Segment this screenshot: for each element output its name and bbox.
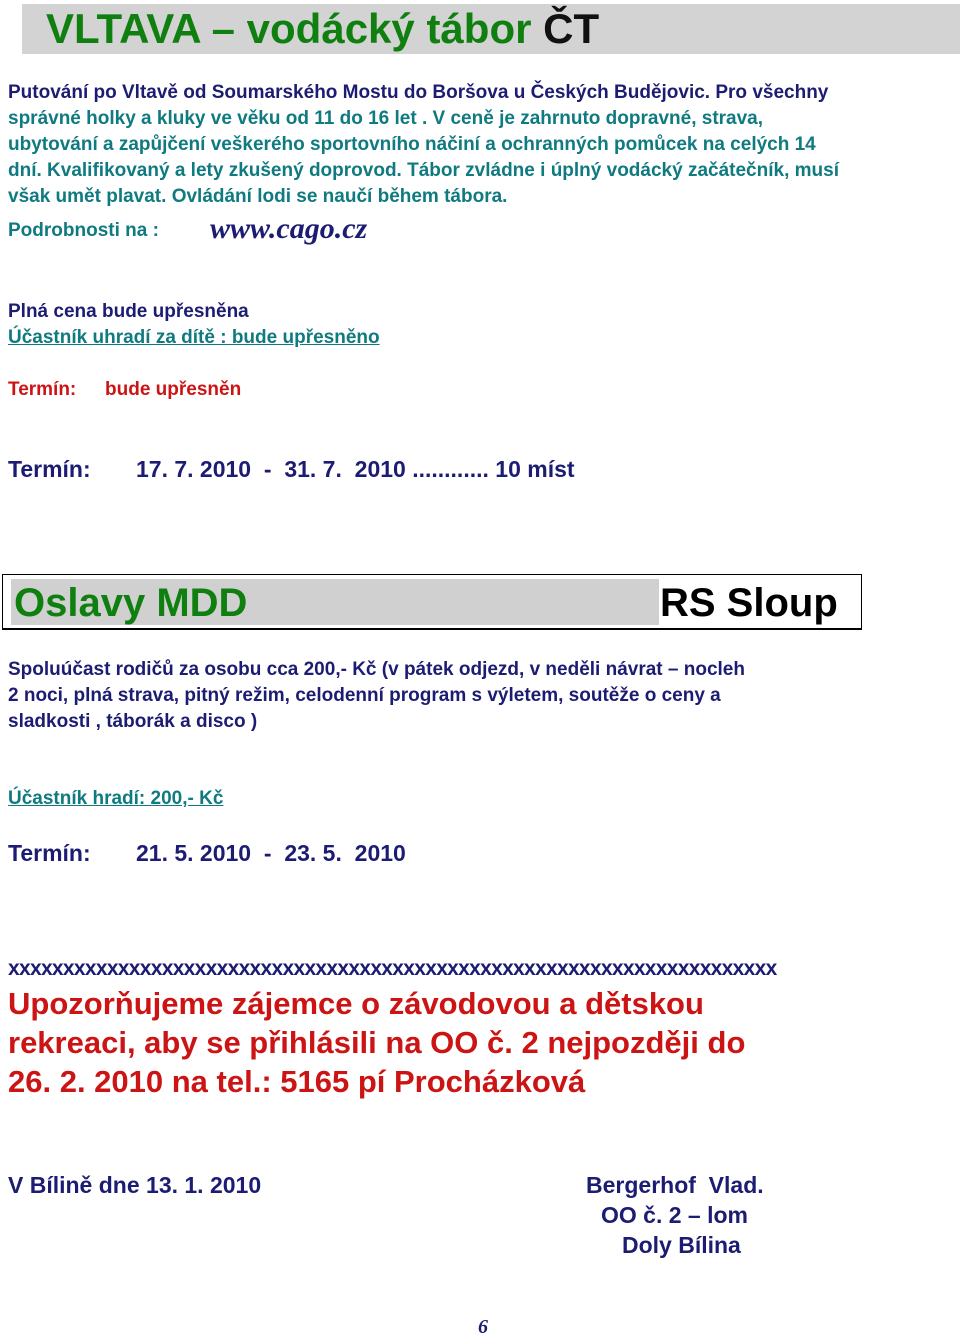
place-date: V Bílině dne 13. 1. 2010 xyxy=(8,1172,262,1198)
vltava-line-1: Putování po Vltavě od Soumarského Mostu do Boršova u Českých Budějovic. Pro všechny xyxy=(8,82,829,103)
vltava-term-label: Termín: xyxy=(8,456,91,482)
term-red-label: Termín: xyxy=(8,379,77,400)
vltava-line-2: správné holky a kluky ve věku od 11 do 16 let . V ceně je zahrnuto dopravné, strava, xyxy=(8,108,764,129)
signature-line-2: OO č. 2 – lom xyxy=(601,1202,748,1228)
vltava-title-text: VLTAVA – vodácký tábor xyxy=(46,5,532,52)
price-full: Plná cena bude upřesněna xyxy=(8,301,249,322)
price-child: Účastník uhradí za dítě : bude upřesněno xyxy=(8,327,380,348)
details-url[interactable]: www.cago.cz xyxy=(210,212,368,245)
vltava-title-ct: ČT xyxy=(543,5,600,52)
signature-line-3: Doly Bílina xyxy=(622,1232,741,1258)
notice-line-1: Upozorňujeme zájemce o závodovou a dětskou xyxy=(8,986,704,1021)
mdd-line-3: sladkosti , táborák a disco ) xyxy=(8,711,258,732)
mdd-right-title: RS Sloup xyxy=(660,581,838,625)
vltava-title xyxy=(46,4,599,54)
details-label: Podrobnosti na : xyxy=(8,220,159,241)
notice-line-3: 26. 2. 2010 na tel.: 5165 pí Procházková xyxy=(8,1064,586,1099)
mdd-line-2: 2 noci, plná strava, pitný režim, celodenní program s výletem, soutěže o ceny a xyxy=(8,685,721,706)
notice-line-2: rekreaci, aby se přihlásili na OO č. 2 nejpozději do xyxy=(8,1025,746,1060)
separator-line: xxxxxxxxxxxxxxxxxxxxxxxxxxxxxxxxxxxxxxxxxxxxxxxxxxxxxxxxxxxxxxxxxxxxxx xyxy=(8,957,777,980)
term-red-value: bude upřesněn xyxy=(105,379,242,400)
page-number: 6 xyxy=(478,1316,488,1338)
mdd-term-value: 21. 5. 2010 - 23. 5. 2010 xyxy=(136,840,406,866)
mdd-price: Účastník hradí: 200,- Kč xyxy=(8,788,224,809)
mdd-line-1: Spoluúčast rodičů za osobu cca 200,- Kč (v pátek odjezd, v neděli návrat – nocleh xyxy=(8,659,745,680)
signature-line-1: Bergerhof Vlad. xyxy=(586,1172,764,1198)
vltava-line-4: dní. Kvalifikovaný a lety zkušený doprovod. Tábor zvládne i úplný vodácký začátečník, musí xyxy=(8,160,839,181)
mdd-title: Oslavy MDD xyxy=(14,581,248,625)
vltava-line-3: ubytování a zapůjčení veškerého sportovního náčiní a ochranných pomůcek na celých 14 xyxy=(8,134,816,155)
vltava-term-value: 17. 7. 2010 - 31. 7. 2010 ............ 10 míst xyxy=(136,456,575,482)
mdd-term-label: Termín: xyxy=(8,840,91,866)
vltava-line-5: však umět plavat. Ovládání lodi se naučí během tábora. xyxy=(8,186,508,207)
